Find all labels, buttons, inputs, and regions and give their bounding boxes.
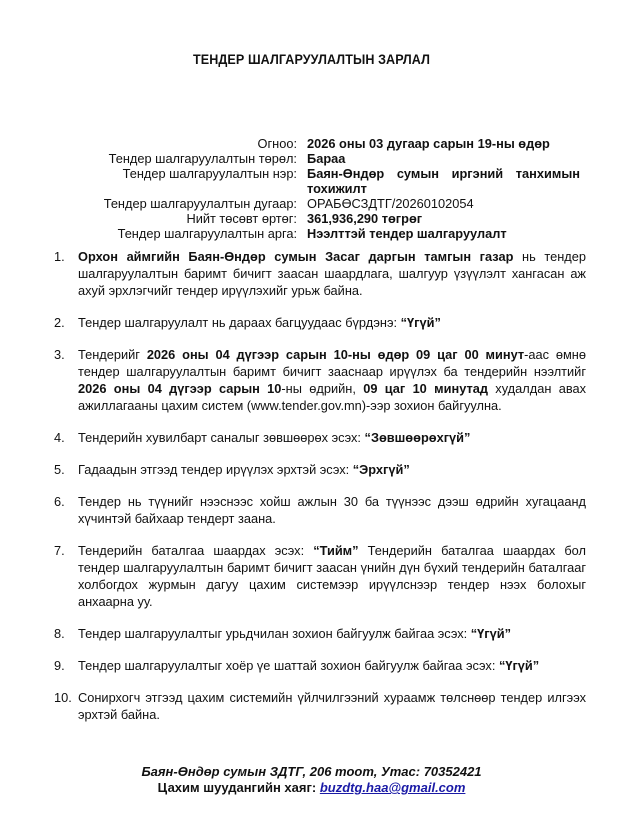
info-row-budget (60, 211, 580, 226)
body-text: Тендер шалгаруулалтыг хоёр үе шаттай зохион байгуулж байгаа эсэх: (78, 658, 499, 673)
body-text: Тендер шалгаруулалт нь дараах багцуудаас бүрдэнэ: (78, 315, 401, 330)
footer-email-line (0, 780, 623, 796)
body-text: -ны өдрийн, (281, 381, 364, 396)
list-item (54, 461, 586, 478)
footer (0, 764, 623, 796)
body-text: Сонирхогч этгээд цахим системийн үйлчилгээний хураамж төлснөөр тендер илгээх эрхтэй байна. (78, 690, 586, 722)
list-item-number: 2. (54, 315, 65, 330)
list-item-text (78, 542, 586, 610)
body-text: Тендер шалгаруулалтыг урьдчилан зохион байгуулж байгаа эсэх: (78, 626, 471, 641)
info-value: Бараа (307, 151, 346, 166)
list-item-text (78, 493, 586, 527)
list-item-number: 10. (54, 690, 72, 705)
body-text: Тендерийн баталгаа шаардах эсэх: (78, 543, 314, 558)
list-item-text (78, 248, 586, 299)
tender-info-table (60, 136, 580, 241)
list-item-text (78, 346, 586, 414)
list-item-text (78, 429, 586, 446)
body-text: -аас өмнө тендер шалгаруулалтын баримт бичигт зааснаар ирүүлэх ба тендерийн нээлтийг (78, 347, 586, 379)
list-item-text (78, 689, 586, 723)
body-text: худалдан авах ажиллагааны цахим систем (www.tender.gov.mn)-ээр зохион байгуулна. (78, 381, 586, 413)
info-value: Баян-Өндөр сумын иргэний танхимын тохижилт (307, 166, 580, 196)
info-label: Тендер шалгаруулалтын арга: (117, 226, 297, 241)
list-item-text (78, 461, 586, 478)
emphasis-text: 2026 оны 04 дүгээр сарын 10 (78, 381, 282, 396)
info-value: ОРАБӨСЗДТГ/20260102054 (307, 196, 474, 211)
list-item-number: 5. (54, 462, 65, 477)
list-item (54, 657, 586, 674)
info-label: Тендер шалгаруулалтын нэр: (122, 166, 297, 181)
body-text: Тендерийн хувилбарт саналыг зөвшөөрөх эсэх: (78, 430, 365, 445)
emphasis-text: 09 цаг 10 минутад (363, 381, 488, 396)
body-text: Тендерийн баталгаа шаардах бол тендер шалгаруулалтын баримт бичигт заасан үнийн дүн бүхий тендерийн баталгааг холбогдох журмын дагуу цахим системээр ирүүлснээр тендер нээх болохыг анхаарна уу. (78, 543, 586, 609)
list-item-number: 8. (54, 626, 65, 641)
list-item-number: 1. (54, 249, 65, 264)
list-item (54, 493, 586, 527)
list-item (54, 346, 586, 414)
info-value: Нээлттэй тендер шалгаруулалт (307, 226, 507, 241)
emphasis-text: “Эрхгүй” (352, 462, 410, 477)
emphasis-text: “Үгүй” (470, 626, 511, 641)
list-item (54, 625, 586, 642)
info-row-method (60, 226, 580, 241)
list-item-text (78, 314, 586, 331)
body-text: Тендерийг (78, 347, 147, 362)
emphasis-text: Орхон аймгийн Баян-Өндөр сумын Засаг даргын тамгын газар (78, 249, 514, 264)
info-label: Тендер шалгаруулалтын дугаар: (103, 196, 297, 211)
document-title: ТЕНДЕР ШАЛГАРУУЛАЛТЫН ЗАРЛАЛ (192, 52, 431, 67)
info-row-date (60, 136, 580, 151)
info-row-number (60, 196, 580, 211)
emphasis-text: “Зөвшөөрөхгүй” (364, 430, 471, 445)
footer-address: Баян-Өндөр сумын ЗДТГ, 206 тоот, Утас: 70352421 (141, 764, 482, 779)
body-text: Гадаадын этгээд тендер ирүүлэх эрхтэй эсэх: (78, 462, 353, 477)
info-value: 361,936,290 төгрөг (307, 211, 423, 226)
numbered-list (54, 248, 586, 738)
list-item (54, 542, 586, 610)
list-item-number: 6. (54, 494, 65, 509)
list-item (54, 429, 586, 446)
emphasis-text: “Тийм” (313, 543, 359, 558)
list-item (54, 689, 586, 723)
list-item-text (78, 657, 586, 674)
list-item (54, 248, 586, 299)
info-label: Тендер шалгаруулалтын төрөл: (108, 151, 297, 166)
list-item (54, 314, 586, 331)
list-item-number: 4. (54, 430, 65, 445)
info-row-type (60, 151, 580, 166)
info-row-name (60, 166, 580, 196)
body-text: нь тендер шалгаруулалтын баримт бичигт заасан шаардлага, шалгуур үзүүлэлт хангасан аж ахуй эрхлэгчийг тендер ирүүлэхийг урьж байна. (78, 249, 587, 298)
list-item-number: 7. (54, 543, 65, 558)
emphasis-text: “Үгүй” (498, 658, 540, 673)
list-item-number: 9. (54, 658, 65, 673)
emphasis-text: “Үгүй” (400, 315, 441, 330)
info-label: Огноо: (257, 136, 297, 151)
email-link[interactable]: buzdtg.haa@gmail.com (319, 780, 466, 795)
list-item-text (78, 625, 586, 642)
info-value: 2026 оны 03 дугаар сарын 19-ны өдөр (307, 136, 550, 151)
body-text: Тендер нь түүнийг нээснээс хойш ажлын 30 ба түүнээс дээш өдрийн хугацаанд хүчинтэй байхаар тендерт заана. (78, 494, 586, 526)
email-label: Цахим шуудангийн хаяг: (157, 780, 320, 795)
list-item-number: 3. (54, 347, 65, 362)
emphasis-text: 2026 оны 04 дүгээр сарын 10-ны өдөр 09 цаг 00 минут (146, 347, 525, 362)
info-label: Нийт төсөвт өртөг: (186, 211, 297, 226)
